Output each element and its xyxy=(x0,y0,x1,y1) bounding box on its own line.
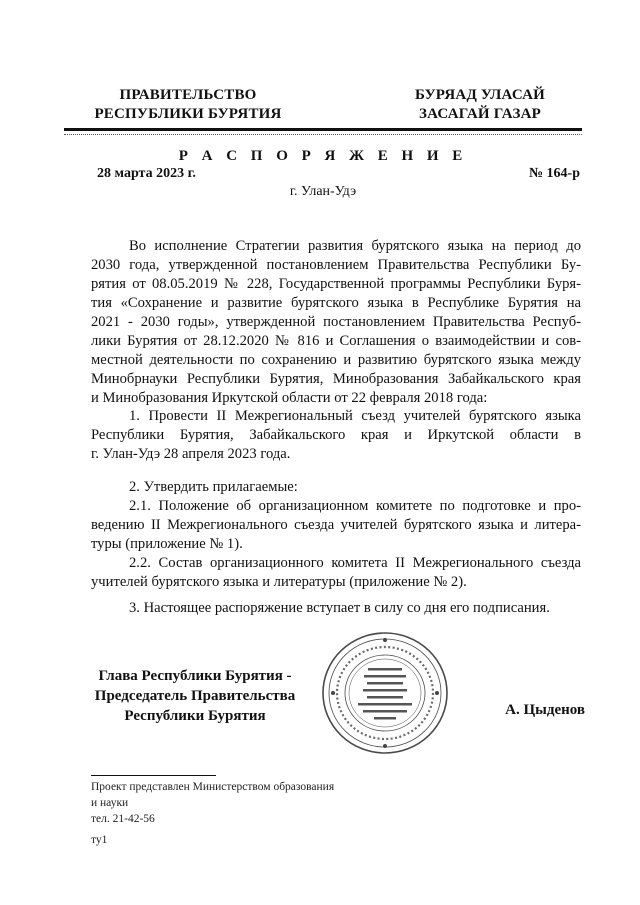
signatory-position xyxy=(85,666,305,726)
footer-code: ту1 xyxy=(91,834,108,846)
header-right-line1: БУРЯАД УЛАСАЙ xyxy=(414,87,546,103)
item-1-line: Республики Бурятия, Забайкальского края и Иркутской области в xyxy=(91,427,581,443)
official-seal-stamp xyxy=(318,628,453,758)
header-left-line1: ПРАВИТЕЛЬСТВО xyxy=(119,87,257,103)
signatory-position-line1: Глава Республики Бурятия - xyxy=(98,668,292,684)
footer-line: и науки xyxy=(91,797,129,809)
item-3-line: 3. Настоящее распоряжение вступает в силу со дня его подписания. xyxy=(129,600,550,616)
header-right-title xyxy=(400,86,560,124)
intro-line: 2021 - 2030 годы», утвержденной постановлением Правительства Респуб- xyxy=(91,314,581,330)
document-type: Р А С П О Р Я Ж Е Н И Е xyxy=(178,148,468,164)
header-right-line2: ЗАСАГАЙ ГАЗАР xyxy=(419,106,541,122)
intro-line: местной деятельности по сохранению и развитию бурятского языка между xyxy=(91,352,581,368)
item-2-line: учителей бурятского языка и литературы (приложение № 2). xyxy=(91,574,467,590)
intro-line: Во исполнение Стратегии развития бурятского языка на период до xyxy=(129,238,581,254)
item-3-paragraph xyxy=(91,599,581,618)
intro-line: рятия от 08.05.2019 № 228, Государственной программы Республики Буря- xyxy=(91,276,581,292)
item-1-paragraph xyxy=(91,407,581,464)
intro-line: лики Бурятия от 28.12.2020 № 816 и Соглашения о взаимодействии и сов- xyxy=(91,333,581,349)
item-2-line: 2. Утвердить прилагаемые: xyxy=(129,479,298,495)
signatory-name: А. Цыденов xyxy=(505,702,585,718)
document-city: г. Улан-Удэ xyxy=(289,184,357,199)
header-left-line2: РЕСПУБЛИКИ БУРЯТИЯ xyxy=(94,106,282,122)
item-2-line: 2.1. Положение об организационном комитете по подготовке и про- xyxy=(129,498,581,514)
item-2-line: ведению II Межрегионального съезда учителей бурятского языка и литера- xyxy=(91,517,581,533)
footer-line: Проект представлен Министерством образования xyxy=(91,781,335,793)
header-rule-dotted xyxy=(64,134,582,135)
header-left-title xyxy=(88,86,288,124)
intro-line: 2030 года, утвержденной постановлением Правительства Республики Бу- xyxy=(91,257,581,273)
intro-line: тия «Сохранение и развитие бурятского языка в Республике Бурятия на xyxy=(91,295,581,311)
intro-paragraph xyxy=(91,237,581,408)
item-1-line: 1. Провести II Межрегиональный съезд учителей бурятского языка xyxy=(129,408,581,424)
intro-line: и Минобразования Иркутской области от 22 февраля 2018 года: xyxy=(91,390,488,406)
intro-line: Минобрнауки Республики Бурятия, Минобразования Забайкальского края xyxy=(91,371,581,387)
item-1-line: г. Улан-Удэ 28 апреля 2023 года. xyxy=(91,446,291,462)
item-2-paragraph xyxy=(91,478,581,592)
document-date: 28 марта 2023 г. xyxy=(97,166,196,181)
footer-rule xyxy=(91,775,216,776)
document-number: № 164-р xyxy=(528,166,580,181)
signatory-position-line3: Республики Бурятия xyxy=(124,708,266,724)
item-2-line: туры (приложение № 1). xyxy=(91,536,243,552)
footer-phone: тел. 21-42-56 xyxy=(91,813,155,825)
header-rule-thick xyxy=(64,128,582,131)
item-2-line: 2.2. Состав организационного комитета II Межрегионального съезда xyxy=(129,555,581,571)
signatory-position-line2: Председатель Правительства xyxy=(94,688,296,704)
